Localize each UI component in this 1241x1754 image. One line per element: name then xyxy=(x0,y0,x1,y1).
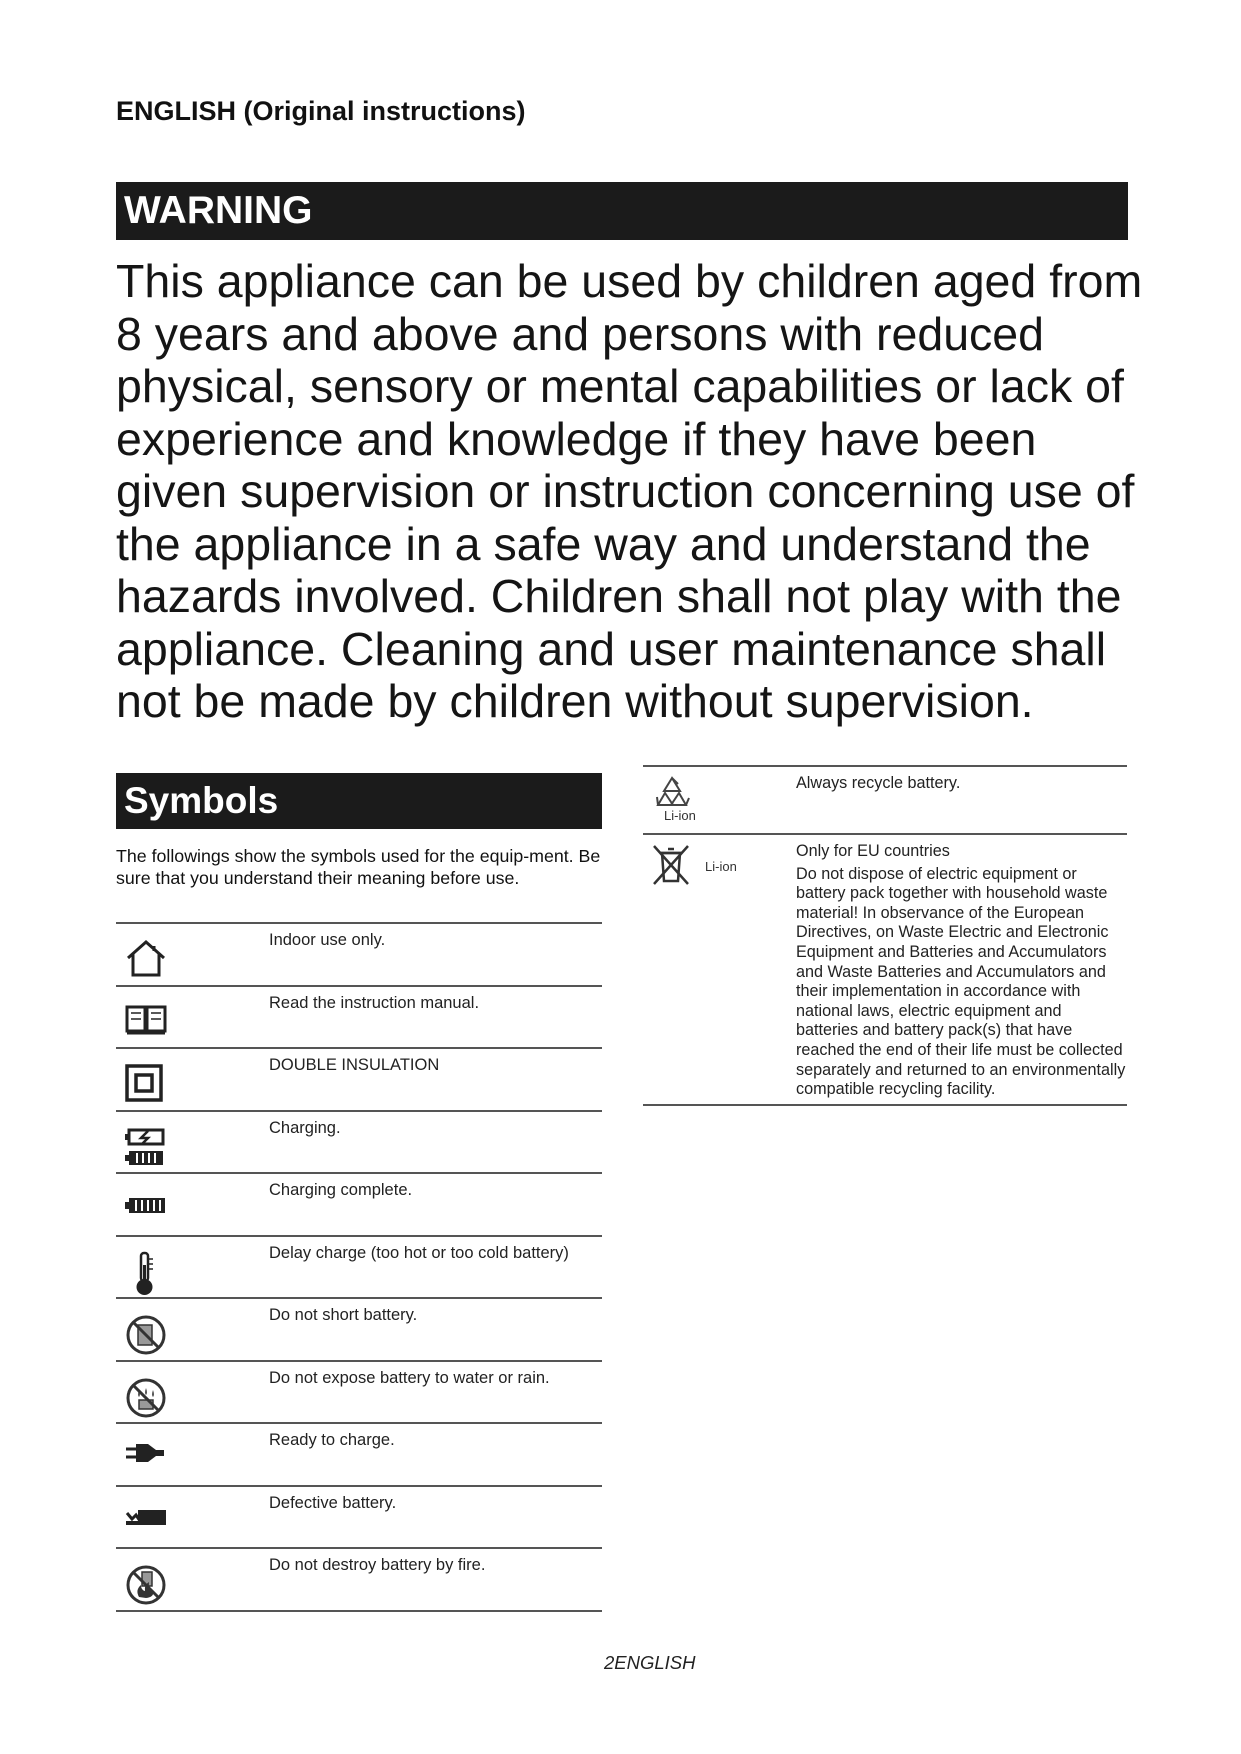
eu-heading: Only for EU countries xyxy=(796,842,950,860)
house-icon xyxy=(124,938,269,978)
symbol-text: Do not expose battery to water or rain. xyxy=(269,1368,550,1387)
charging-battery-icon xyxy=(124,1126,269,1170)
symbol-text: Defective battery. xyxy=(269,1493,397,1512)
no-short-battery-icon xyxy=(124,1313,269,1357)
symbol-text: Charging complete. xyxy=(269,1181,413,1199)
warning-heading: WARNING xyxy=(116,182,1128,240)
symbol-text: Read the instruction manual. xyxy=(269,993,480,1012)
page-number: 2ENGLISH xyxy=(604,1652,696,1673)
symbol-text: Do not destroy battery by fire. xyxy=(269,1556,486,1574)
no-water-icon xyxy=(124,1376,269,1420)
page-header: ENGLISH (Original instructions) xyxy=(116,96,526,126)
symbols-intro: The followings show the symbols used for the equip-ment. Be sure that you understand their meaning before use. xyxy=(116,846,601,888)
li-ion-label: Li-ion xyxy=(705,859,737,874)
full-battery-icon xyxy=(124,1188,269,1218)
crossed-bin-icon xyxy=(651,843,691,887)
li-ion-label: Li-ion xyxy=(664,808,696,823)
book-icon xyxy=(124,1001,269,1035)
symbol-text: Charging. xyxy=(269,1118,341,1137)
symbol-row xyxy=(116,923,602,986)
symbol-text: DOUBLE INSULATION xyxy=(269,1056,440,1074)
warning-text: This appliance can be used by children aged from 8 years and above and persons with reduced physical, sensory or mental capabilities or lack of experience and knowledge if they have been given supervision or instruction concerning use of the appliance in a safe way and understand the hazards involved. Children shall not play with the appliance. Cleaning and user maintenance shall not be made by children without supervision. xyxy=(116,255,1143,727)
symbol-row xyxy=(116,1048,602,1111)
symbol-row xyxy=(116,1173,602,1236)
symbol-text: Ready to charge. xyxy=(269,1431,395,1449)
symbol-row xyxy=(116,1111,602,1174)
plug-icon xyxy=(124,1438,269,1468)
double-insulation-icon xyxy=(124,1063,269,1103)
symbols-table xyxy=(116,922,602,1612)
symbol-text: Indoor use only. xyxy=(269,931,386,949)
symbol-row xyxy=(116,1298,602,1361)
symbol-text: Do not short battery. xyxy=(269,1306,418,1324)
symbol-row xyxy=(116,1548,602,1611)
symbol-row xyxy=(116,1486,602,1549)
symbol-row xyxy=(116,986,602,1049)
symbol-row xyxy=(116,1423,602,1486)
thermometer-icon xyxy=(124,1251,269,1297)
no-fire-icon xyxy=(124,1563,269,1607)
symbols-heading: Symbols xyxy=(116,773,602,829)
recycle-icon xyxy=(651,775,796,809)
symbol-row xyxy=(116,1361,602,1424)
symbol-row xyxy=(643,834,1127,1105)
eu-disposal-text: Do not dispose of electric equipment or battery pack together with household waste material! In observance of the European Directives, on Waste Electric and Electronic Equipment and Batteries and Accumulators and Waste Batteries and Accumulators and their implementation in accordance with national laws, electric equipment and batteries and battery pack(s) that have reached the end of their life must be collected separately and returned to an environmentally compatible recycling facility. xyxy=(796,864,1126,1099)
symbol-text: Always recycle battery. xyxy=(796,774,961,792)
symbol-row xyxy=(643,766,1127,834)
defective-battery-icon xyxy=(124,1501,269,1531)
disposal-table xyxy=(643,765,1127,1106)
symbol-text: Delay charge (too hot or too cold battery) xyxy=(269,1243,569,1262)
symbol-row xyxy=(116,1236,602,1299)
